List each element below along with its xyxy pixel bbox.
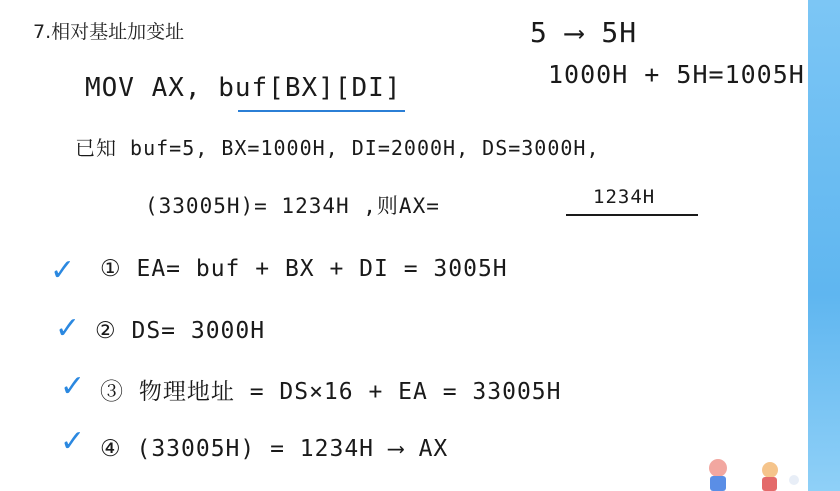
instruction-underline xyxy=(238,110,405,112)
given-values-line2: (33005H)= 1234H ,则AX= xyxy=(145,194,440,218)
answer-value: 1234H xyxy=(593,186,656,208)
decorative-illustration xyxy=(690,430,808,491)
check-icon: ✓ xyxy=(60,424,86,459)
answer-blank-line xyxy=(566,214,698,216)
note-5-to-5h: 5 ⟶ 5H xyxy=(530,16,638,49)
note-address-sum: 1000H + 5H=1005H xyxy=(548,60,805,89)
slide-title: 7.相对基址加变址 xyxy=(33,21,185,43)
check-icon: ✓ xyxy=(55,311,81,346)
side-panel xyxy=(808,0,840,491)
check-icon: ✓ xyxy=(60,369,86,404)
given-values-line1: 已知 buf=5, BX=1000H, DI=2000H, DS=3000H, xyxy=(75,136,600,160)
check-icon: ✓ xyxy=(50,253,76,288)
step-memory-to-ax: ④ (33005H) = 1234H ⟶ AX xyxy=(100,436,449,462)
step-ea: ① EA= buf + BX + DI = 3005H xyxy=(100,256,508,282)
step-ds: ② DS= 3000H xyxy=(95,318,266,344)
instruction-line: MOV AX, buf[BX][DI] xyxy=(85,73,402,103)
step-physical-address: ③ 物理地址 = DS×16 + EA = 33005H xyxy=(100,379,562,405)
